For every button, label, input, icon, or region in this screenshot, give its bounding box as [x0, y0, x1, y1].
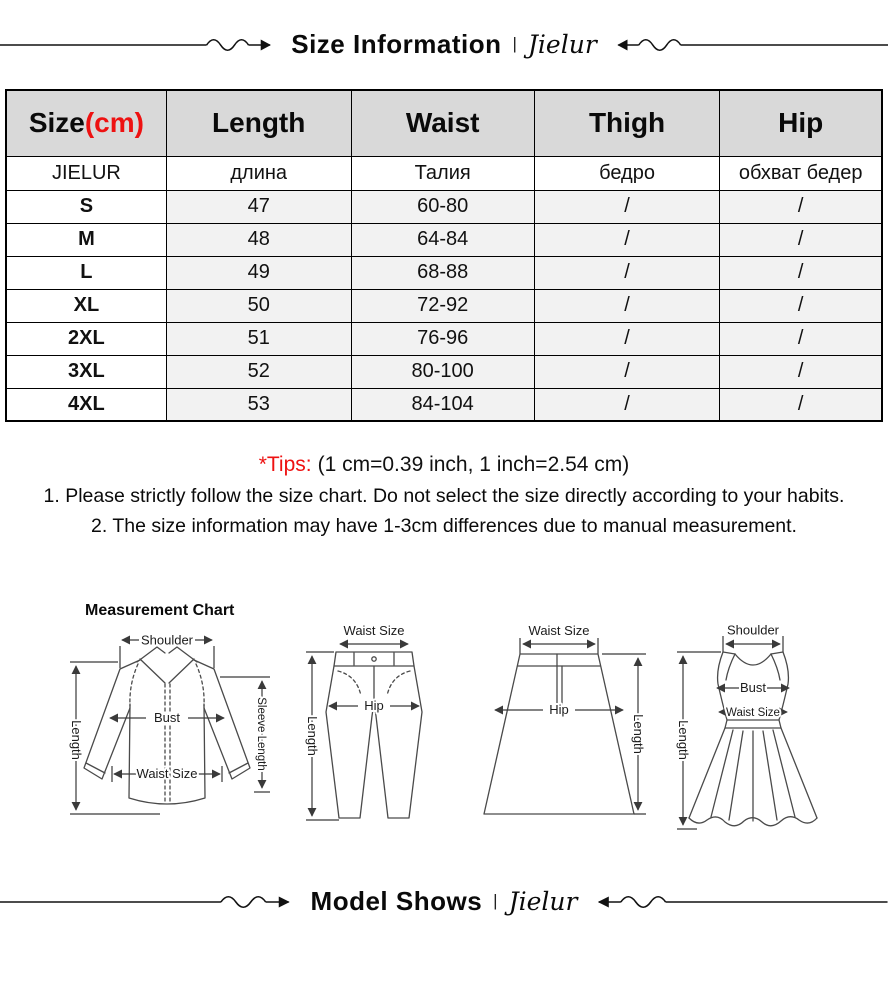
table-row [6, 256, 882, 289]
cell-thigh: / [534, 355, 720, 388]
header-cell-waist: Waist [351, 90, 534, 156]
cell-size: XL [6, 289, 166, 322]
decorative-arrow-line-right [609, 32, 888, 58]
dress-shoulder-label: Shoulder [726, 622, 779, 638]
tips-label: *Tips: [258, 453, 312, 476]
cell-length: 51 [166, 322, 351, 355]
header-cell-size: Size(cm) [6, 90, 166, 156]
table-row [6, 289, 882, 322]
decorative-arrow-line-left [0, 889, 299, 915]
tips-note-1: 1. Please strictly follow the size chart. Do not select the size directly according to your habits. [43, 485, 845, 507]
decorative-arrow-line-right [589, 889, 888, 915]
tips-section [0, 453, 888, 538]
subheader-thigh-ru: бедро [534, 156, 720, 190]
brand-name: Jielur [508, 887, 578, 916]
subheader-brand: JIELUR [6, 156, 166, 190]
dress-length-label: Length [675, 720, 691, 760]
cell-waist: 60-80 [351, 190, 534, 223]
table-row [6, 190, 882, 223]
cell-size: 4XL [6, 388, 166, 421]
table-subheader-row [6, 156, 882, 190]
dress-bust-label: Bust [739, 680, 766, 695]
cell-hip: / [720, 289, 882, 322]
table-row [6, 355, 882, 388]
cell-size: S [6, 190, 166, 223]
header-cell-length: Length [166, 90, 351, 156]
title-separator: | [493, 890, 498, 910]
header-cell-hip: Hip [720, 90, 882, 156]
cell-size: M [6, 223, 166, 256]
measurement-chart-section [0, 602, 888, 837]
pants-waist-label: Waist Size [343, 623, 405, 638]
cell-waist: 72-92 [351, 289, 534, 322]
shirt-diagram [62, 622, 277, 827]
header-cell-thigh: Thigh [534, 90, 720, 156]
cell-waist: 76-96 [351, 322, 534, 355]
measurement-chart-title: Measurement Chart [85, 602, 235, 619]
title-separator: | [512, 33, 517, 53]
cell-length: 53 [166, 388, 351, 421]
size-table [5, 89, 883, 422]
subheader-waist-ru: Талия [351, 156, 534, 190]
cell-thigh: / [534, 256, 720, 289]
cell-thigh: / [534, 322, 720, 355]
shirt-bust-label: Bust [153, 710, 181, 725]
table-header-row [6, 90, 882, 156]
size-information-header [0, 29, 888, 60]
tips-conversion: (1 cm=0.39 inch, 1 inch=2.54 cm) [317, 453, 630, 476]
cell-thigh: / [534, 223, 720, 256]
shirt-waist-label: Waist Size [136, 766, 198, 781]
skirt-diagram [470, 622, 650, 827]
skirt-length-label: Length [631, 714, 647, 754]
cell-length: 47 [166, 190, 351, 223]
cell-size: 2XL [6, 322, 166, 355]
skirt-hip-label: Hip [549, 702, 570, 717]
cell-waist: 68-88 [351, 256, 534, 289]
cell-thigh: / [534, 190, 720, 223]
dress-waist-label: Waist Size [726, 707, 780, 719]
shirt-sleeve-length-label: Sleeve Length [255, 697, 267, 771]
size-unit: (cm) [84, 107, 144, 139]
table-row [6, 388, 882, 421]
section-title: Model Shows [310, 886, 483, 916]
garment-diagrams [0, 620, 888, 837]
cell-hip: / [720, 256, 882, 289]
pants-diagram [298, 622, 450, 827]
cell-hip: / [720, 223, 882, 256]
cell-hip: / [720, 355, 882, 388]
cell-hip: / [720, 190, 882, 223]
model-shows-header [0, 886, 888, 917]
table-row [6, 223, 882, 256]
cell-length: 48 [166, 223, 351, 256]
tips-note-2: 2. The size information may have 1-3cm differences due to manual measurement. [91, 515, 797, 537]
cell-length: 49 [166, 256, 351, 289]
pants-length-label: Length [304, 716, 320, 756]
cell-hip: / [720, 388, 882, 421]
cell-thigh: / [534, 388, 720, 421]
cell-size: 3XL [6, 355, 166, 388]
cell-thigh: / [534, 289, 720, 322]
cell-waist: 64-84 [351, 223, 534, 256]
shirt-shoulder-label: Shoulder [140, 632, 194, 648]
cell-length: 50 [166, 289, 351, 322]
decorative-arrow-line-left [0, 32, 279, 58]
cell-length: 52 [166, 355, 351, 388]
cell-waist: 80-100 [351, 355, 534, 388]
subheader-length-ru: длина [166, 156, 351, 190]
dress-diagram [671, 622, 836, 837]
cell-waist: 84-104 [351, 388, 534, 421]
table-row [6, 322, 882, 355]
pants-hip-label: Hip [363, 698, 384, 713]
brand-name: Jielur [527, 30, 597, 59]
cell-size: L [6, 256, 166, 289]
shirt-length-label: Length [69, 720, 84, 760]
cell-hip: / [720, 322, 882, 355]
section-title: Size Information [291, 29, 502, 59]
subheader-hip-ru: обхват бедер [720, 156, 882, 190]
tips-conversion-line [0, 453, 888, 477]
skirt-waist-label: Waist Size [528, 623, 590, 638]
